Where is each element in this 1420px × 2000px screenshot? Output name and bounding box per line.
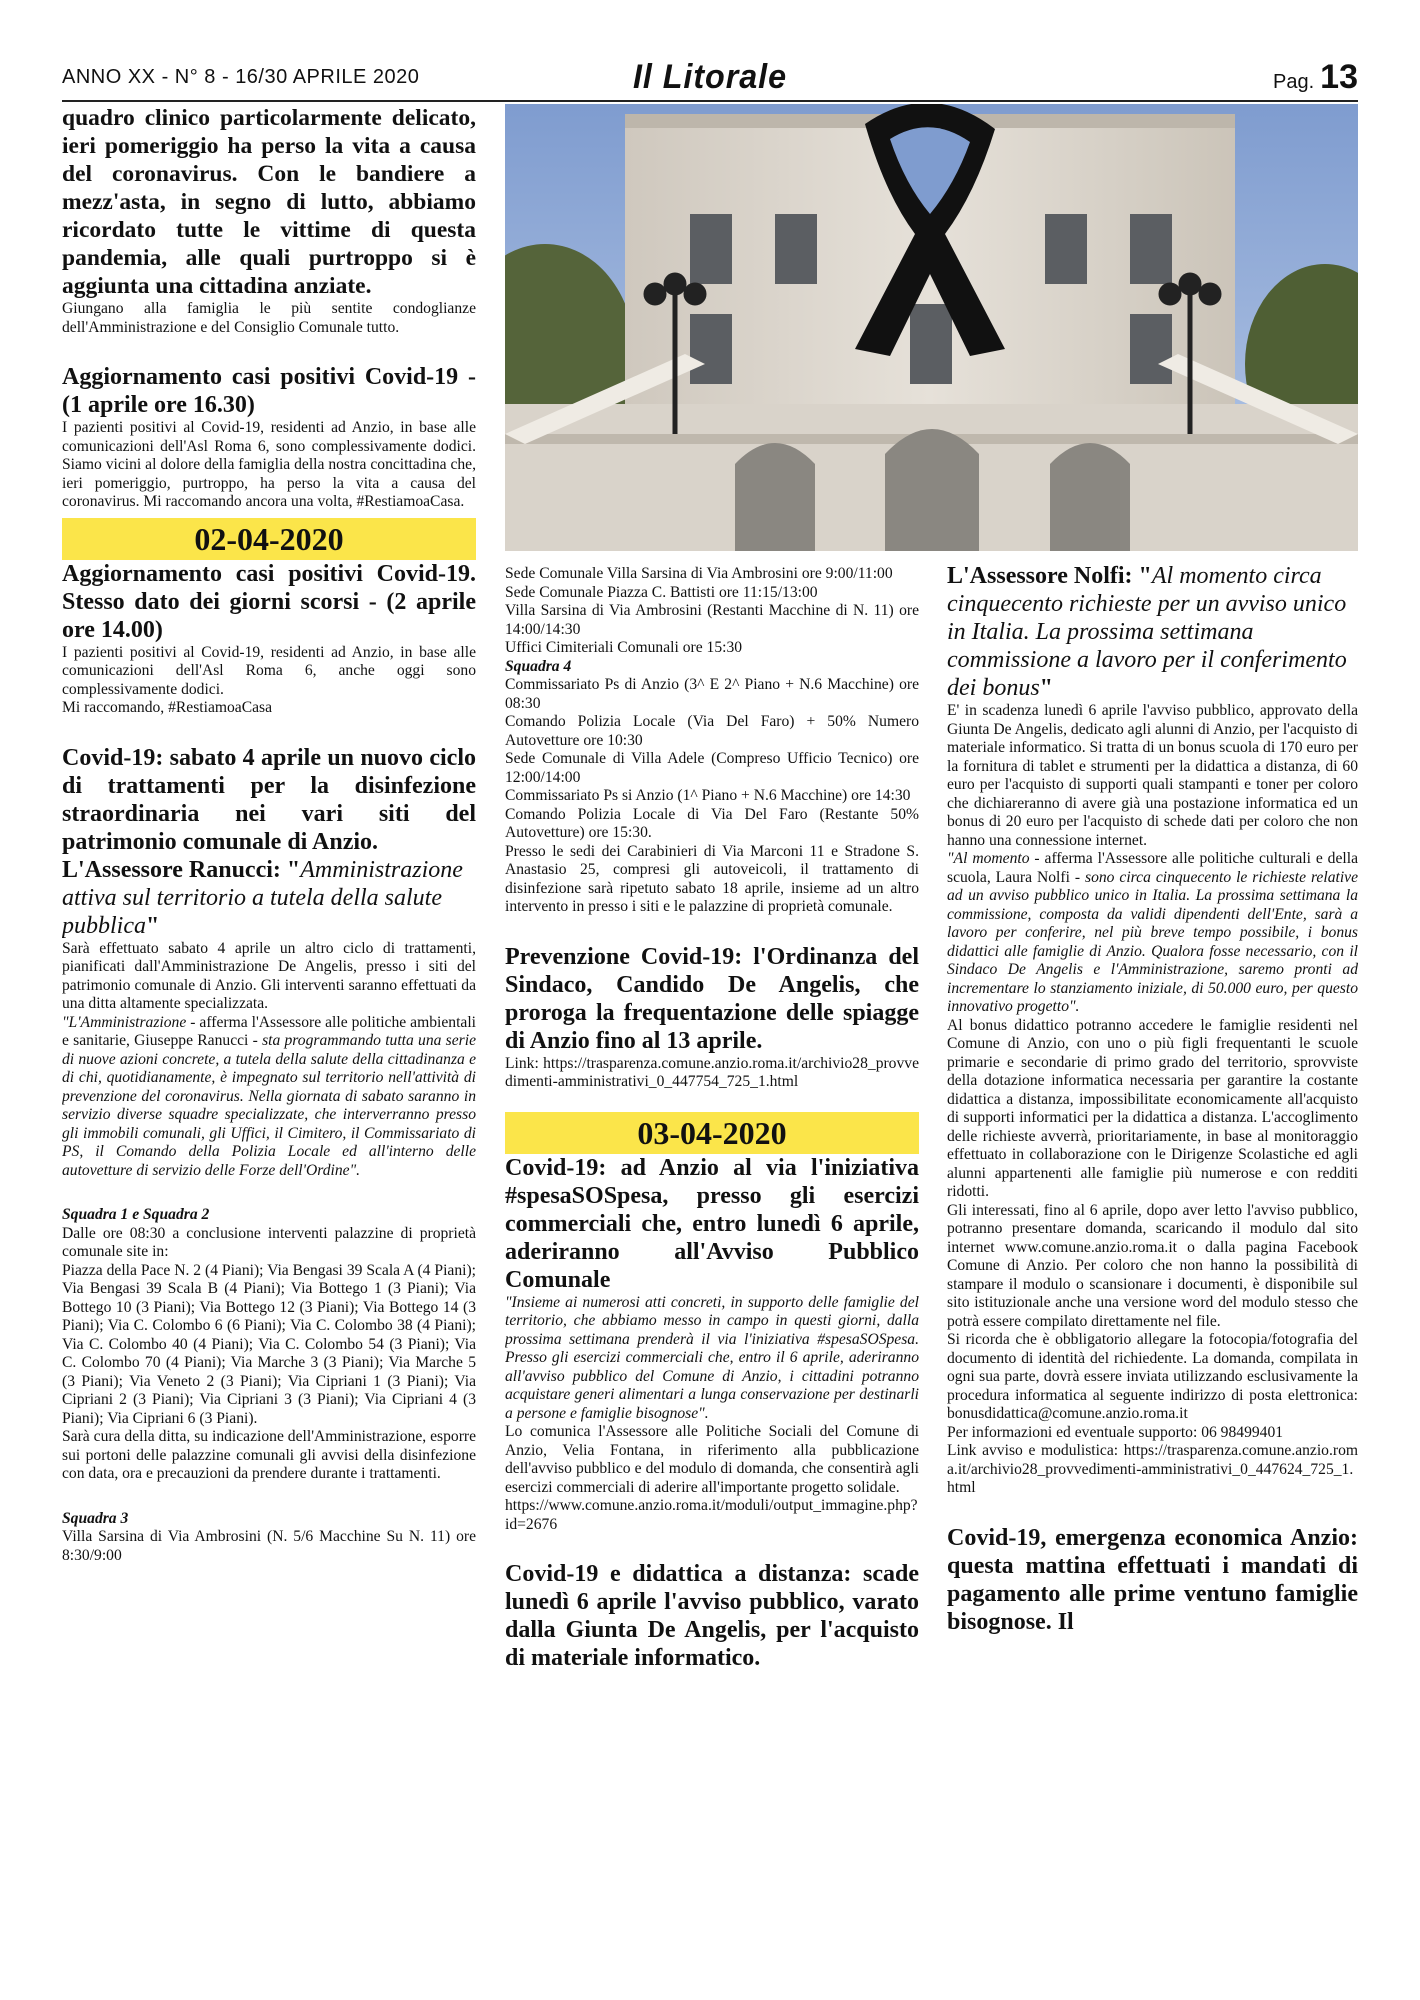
quote-nolfi: "Al momento - afferma l'Assessore alle politiche culturali e della scuola, Laura Nolfi - sono circa cinquecento le richieste relative ad un avviso pubblico unico in Italia. La prossima settimana la commissione, composta da validi dipendenti dell'Ente, sarà a lavoro per conferire, nel più breve tempo possibile, i bonus didattici alle famiglie di Anzio. Qualora fosse necessario, con il Sindaco De Angelis e l'Amministrazione, saremo pronti ad incrementare lo stanziamento iniziale, di 50.000 euro, per questo innovativo progetto".	[947, 850, 1358, 1015]
headline-disinfection: Covid-19: sabato 4 aprile un nuovo ciclo di trattamenti per la disinfezione straordinaria nei vari siti del patrimonio comunale di Anzio.	[62, 744, 476, 855]
schedule-item: Commissariato Ps si Anzio (1^ Piano + N.6 Macchine) ore 14:30	[505, 787, 911, 804]
schedule-item: Uffici Cimiteriali Comunali ore 15:30	[505, 639, 743, 656]
schedule-item: Commissariato Ps di Anzio (3^ E 2^ Piano + N.6 Macchine) ore 08:30	[505, 676, 919, 712]
headline-update-2-april: Aggiornamento casi positivi Covid-19. Stesso dato dei giorni scorsi - (2 aprile ore 14.00)	[62, 560, 476, 643]
page-number: 13	[1320, 58, 1358, 96]
header-rule	[62, 100, 1358, 102]
schedule-item: Sede Comunale di Villa Adele (Compreso Ufficio Tecnico) ore 12:00/14:00	[505, 750, 919, 786]
article-text: Sarà cura della ditta, su indicazione dell'Amministrazione, esporre sui portoni delle palazzine comunali gli avvisi della disinfezione con data, ora e precauzioni da prendere durante i trattamenti.	[62, 1428, 476, 1482]
column-2	[505, 565, 919, 1985]
address-list: Piazza della Pace N. 2 (4 Piani); Via Bengasi 39 Scala A (4 Piani); Via Bengasi 39 Scala B (4 Piani); Via Bottego 1 (3 Piani); Via Bottego 10 (3 Piani); Via Bottego 12 (3 Piani); Via Bottego 14 (3 Piani); Via C. Colombo 6 (6 Piani); Via C. Colombo 38 (4 Piani); Via C. Colombo 40 (4 Piani); Via C. Colombo 54 (3 Piani); Via C. Colombo 70 (4 Piani); Via Marche 3 (3 Piani); Via Marche 5 (3 Piani); Via Veneto 2 (3 Piani); Via Cipriani 1 (3 Piani); Via Cipriani 2 (3 Piani); Via Cipriani 3 (3 Piani); Via Cipriani 4 (3 Piani); Via Cipriani 6 (3 Piani).	[62, 1261, 476, 1427]
schedule-item: Comando Polizia Locale di Via Del Faro (Restante 50% Autovetture) ore 15:30.	[505, 805, 919, 841]
support-contact: Per informazioni ed eventuale supporto: 06 98499401	[947, 1423, 1284, 1441]
villa-sarsina-image	[505, 104, 1358, 551]
column-3	[947, 562, 1358, 1982]
condolences-text: Giungano alla famiglia le più sentite condoglianze dell'Amministrazione e del Consiglio Comunale tutto.	[62, 300, 476, 336]
headline-spesa-sospesa: Covid-19: ad Anzio al via l'iniziativa #spesaSOSpesa, presso gli esercizi commerciali che, entro lunedì 6 aprile, aderiranno all'Avviso Pubblico Comunale	[505, 1154, 919, 1293]
article-text: Mi raccomando, #RestiamoaCasa	[62, 699, 273, 716]
mourning-photo	[505, 104, 1358, 551]
article-text: Si ricorda che è obbligatorio allegare la fotocopia/fotografia del documento di identità del richiedente. La domanda, compilata in ogni sua parte, dovrà essere inviata utilizzando esclusivamente la procedura informatica al seguente indirizzo di posta elettronica: bonusdidattica@comune.anzio.roma.it	[947, 1331, 1358, 1422]
schedule-item: Sede Comunale Villa Sarsina di Via Ambrosini ore 9:00/11:00	[505, 565, 893, 582]
article-text: Lo comunica l'Assessore alle Politiche Sociali del Comune di Anzio, Velia Fontana, in riferimento alla pubblicazione dell'avviso pubblico e del modulo di domanda, che consentirà agli esercizi commerciali di aderire all'importante progetto solidale.	[505, 1423, 919, 1496]
page-number-block	[1273, 58, 1358, 97]
headline-update-1-april: Aggiornamento casi positivi Covid-19 - (1 aprile ore 16.30)	[62, 364, 476, 418]
page-label: Pag.	[1273, 71, 1315, 93]
masthead-title: Il Litorale	[632, 58, 788, 96]
article-text: I pazienti positivi al Covid-19, residenti ad Anzio, in base alle comunicazioni dell'Asl Roma 6, anche oggi sono complessivamente dodici.	[62, 643, 476, 698]
lead-paragraph: quadro clinico particolarmente delicato, ieri pomeriggio ha perso la vita a causa del coronavirus. Con le bandiere a mezz'asta, in segno di lutto, abbiamo ricordato tutte le vittime di questa pandemia, alle quali purtroppo si è aggiunta una cittadina anziate.	[62, 105, 476, 299]
modulistica-link[interactable]: Link avviso e modulistica: https://trasparenza.comune.anzio.roma.it/archivio28_provvedimenti-amministrativi_0_447624_725_1.html	[947, 1442, 1358, 1496]
article-text: Dalle ore 08:30 a conclusione interventi palazzine di proprietà comunale site in:	[62, 1224, 476, 1260]
quote-fontana: "Insieme ai numerosi atti concreti, in supporto delle famiglie del territorio, che abbiamo messo in campo in questi giorni, dalla prossima settimana prenderà il via l'iniziativa #spesaSOSpesa. Presso gli esercizi commerciali che, entro il 6 aprile, aderiranno all'avviso pubblico del Comune di Anzio, i cittadini potranno acquistare generi alimentari a lunga conservazione per destinarli a persone e famiglie bisognose".	[505, 1293, 919, 1422]
team-heading: Squadra 1 e Squadra 2	[62, 1206, 210, 1223]
form-link[interactable]: https://www.comune.anzio.roma.it/moduli/output_immagine.php?id=2676	[505, 1497, 918, 1533]
team-heading: Squadra 3	[62, 1509, 129, 1527]
article-text: Villa Sarsina di Via Ambrosini (N. 5/6 Macchine Su N. 11) ore 8:30/9:00	[62, 1528, 476, 1564]
date-banner: 03-04-2020	[505, 1112, 919, 1154]
article-text: Gli interessati, fino al 6 aprile, dopo aver letto l'avviso pubblico, potranno presentare domanda, scaricando il modulo dal sito internet www.comune.anzio.roma.it o dalla pagina Facebook Comune di Anzio. Per coloro che non hanno la possibilità di stampare il modulo o scansionare i documenti, è disponibile sul sito istituzionale anche una versione word del modulo stesso che potrà essere compilato direttamente nel file.	[947, 1201, 1358, 1330]
article-text: Presso le sedi dei Carabinieri di Via Marconi 11 e Stradone S. Anastasio 25, compresi gli autoveicoli, il trattamento di disinfezione sarà ripetuto sabato 18 aprile, insieme ad un altro intervento in presso i siti e le palazzine di proprietà comunale.	[505, 842, 919, 915]
quote-ranucci: "L'Amministrazione - afferma l'Assessore alle politiche ambientali e sanitarie, Giuseppe Ranucci - sta programmando tutta una serie di nuove azioni concrete, a tutela della salute della cittadinanza e di chi, quotidianamente, è impegnato sul territorio nell'attività di prevenzione del coronavirus. Nella giornata di sabato saranno in servizio diverse squadre specializzate, che interverranno presso gli immobili comunali, gli Uffici, il Cimitero, il Commissariato di PS, il Comando della Polizia Locale ed all'interno delle autovetture di servizio delle Forze dell'Ordine".	[62, 1013, 476, 1179]
headline-payments: Covid-19, emergenza economica Anzio: questa mattina effettuati i mandati di pagamento alle prime ventuno famiglie bisognose. Il	[947, 1524, 1358, 1635]
column-1	[62, 104, 476, 1984]
headline-beaches-ordinance: Prevenzione Covid-19: l'Ordinanza del Sindaco, Candido De Angelis, che proroga la frequentazione delle spiagge di Anzio fino al 13 aprile.	[505, 943, 919, 1054]
article-text: Sarà effettuato sabato 4 aprile un altro ciclo di trattamenti, pianificati dall'Amministrazione De Angelis, presso i siti del patrimonio comunale di Anzio. Gli interventi saranno effettuati da una ditta altamente specializzata.	[62, 939, 476, 1012]
team-heading: Squadra 4	[505, 657, 572, 675]
date-banner: 02-04-2020	[62, 518, 476, 560]
schedule-item: Comando Polizia Locale (Via Del Faro) + 50% Numero Autovetture ore 10:30	[505, 713, 919, 749]
schedule-item: Sede Comunale Piazza C. Battisti ore 11:15/13:00	[505, 583, 818, 601]
schedule-item: Villa Sarsina di Via Ambrosini (Restanti Macchine di N. 11) ore 14:00/14:30	[505, 602, 919, 638]
article-text: Al bonus didattico potranno accedere le famiglie residenti nel Comune di Anzio, con uno o più figli frequentanti le scuole primarie e secondarie di primo grado del territorio, sprovviste della dotazione informatica necessaria per garantire la costante didattica a distanza, impossibilitate economicamente all'acquisto di supporti informatici per la didattica a distanza. L'accoglimento delle richieste avverrà, prioritariamente, in base al monitoraggio effettuato in collaborazione con le Dirigenze Scolastiche ed agli alunni appartenenti alle famiglie più numerose e con redditi ridotti.	[947, 1016, 1358, 1200]
headline-nolfi: L'Assessore Nolfi: "Al momento circa cinquecento richieste per un avviso unico in Italia. La prossima settimana commissione a lavoro per il conferimento dei bonus"	[947, 563, 1347, 701]
ordinance-link[interactable]: Link: https://trasparenza.comune.anzio.roma.it/archivio28_provvedimenti-amministrativi_0_447754_725_1.html	[505, 1054, 919, 1090]
article-text: E' in scadenza lunedì 6 aprile l'avviso pubblico, approvato della Giunta De Angelis, dedicato agli alunni di Anzio, per l'acquisto di materiale informatico. Si tratta di un bonus scuola di 170 euro per la fornitura di tablet e strumenti per la didattica a distanza, di 60 euro per l'acquisto di supporti quali stampanti e toner per coloro che dichiareranno di avere già una postazione informatica ed un bonus di 20 euro per l'acquisto di schede dati per coloro che non hanno una connessione internet.	[947, 702, 1358, 849]
headline-remote-learning: Covid-19 e didattica a distanza: scade lunedì 6 aprile l'avviso pubblico, varato dalla Giunta De Angelis, per l'acquisto di materiale informatico.	[505, 1561, 919, 1671]
article-text: I pazienti positivi al Covid-19, residenti ad Anzio, in base alle comunicazioni dell'Asl Roma 6, sono complessivamente dodici. Siamo vicini al dolore della famiglia della nostra concittadina che, ieri pomeriggio, purtroppo, ha perso la vita a causa del coronavirus. Mi raccomando ancora una volta, #RestiamoaCasa.	[62, 419, 476, 510]
subheadline-ranucci: L'Assessore Ranucci: "Amministrazione attiva sul territorio a tutela della salute pubblica"	[62, 856, 463, 939]
issue-info: ANNO XX - N° 8 - 16/30 APRILE 2020	[62, 66, 420, 88]
